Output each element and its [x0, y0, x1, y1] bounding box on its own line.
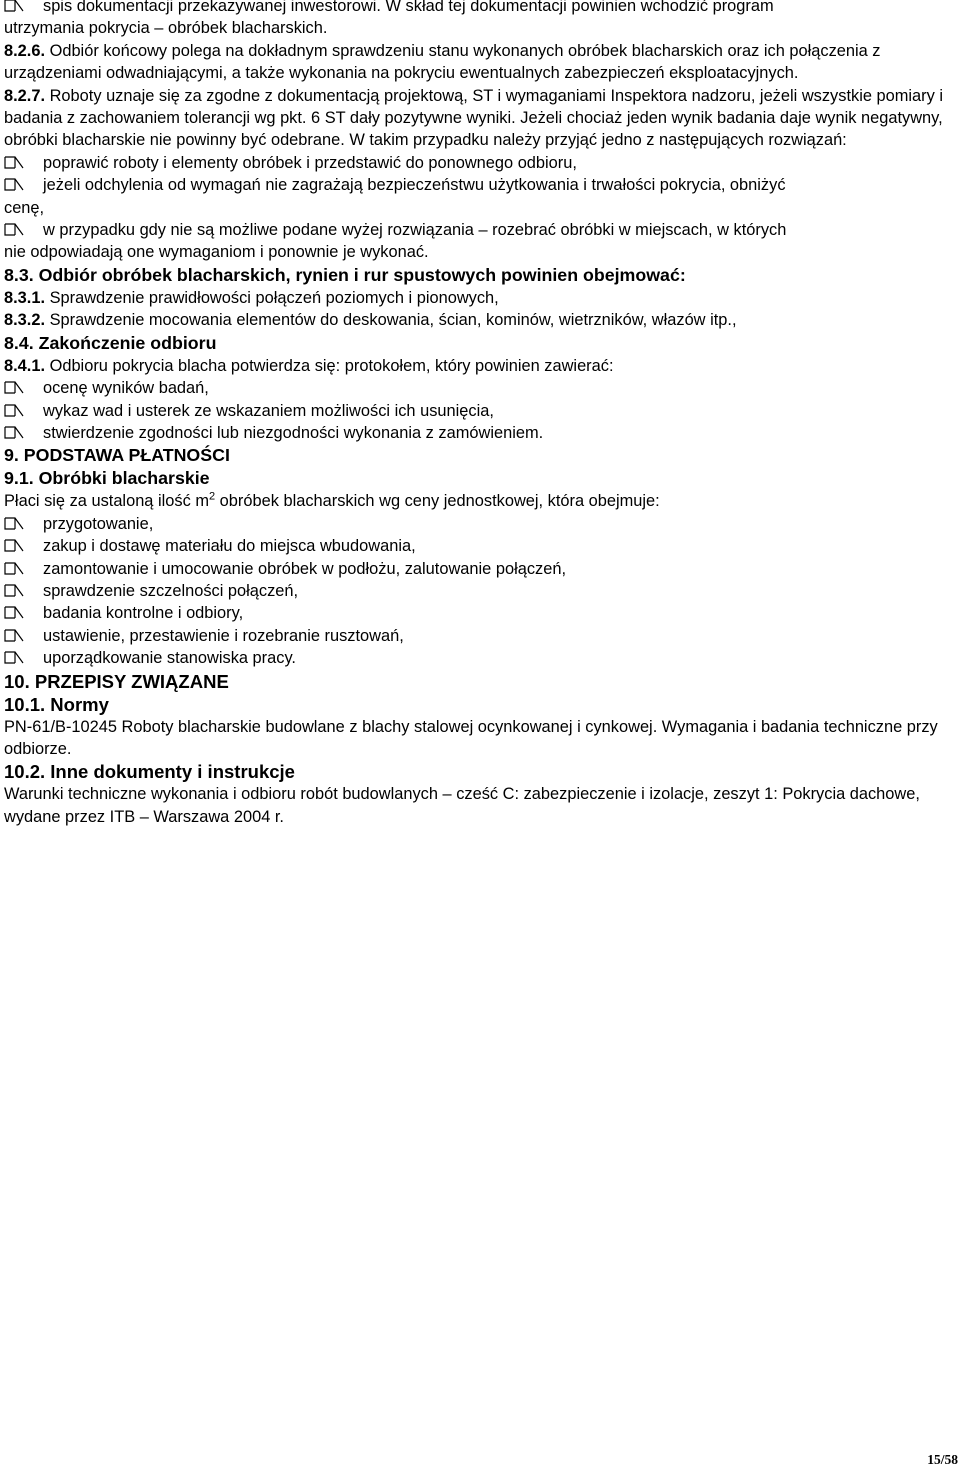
bullet-item [4, 174, 954, 196]
paragraph: nie odpowiadają one wymaganiom i ponownie je wykonać. [4, 243, 429, 262]
paragraph-text: Sprawdzenie mocowania elementów do deskowania, ścian, kominów, wietrzników, włazów itp., [49, 311, 737, 330]
paragraph: PN-61/B-10245 Roboty blacharskie budowlane z blachy stalowej ocynkowanej i cynkowej. Wymagania i badania techniczne przy odbiorze. [4, 717, 938, 758]
paragraph-number: 8.2.6. [4, 41, 46, 60]
payment-paragraph [4, 490, 954, 512]
bullet-text: spis dokumentacji przekazywanej inwestorowi. W skład tej dokumentacji powinien wchodzić program [43, 0, 774, 15]
paragraph-text: Sprawdzenie prawidłowości połączeń poziomych i pionowych, [49, 288, 499, 307]
section-heading: 10. PRZEPISY ZWIĄZANE [4, 670, 229, 692]
bullet-icon [4, 381, 24, 395]
paragraph: utrzymania pokrycia – obróbek blacharskich. [4, 19, 328, 38]
bullet-icon [4, 651, 24, 665]
section-heading: 10.2. Inne dokumenty i instrukcje [4, 761, 295, 783]
bullet-icon [4, 562, 24, 576]
bullet-item [4, 422, 954, 444]
bullet-item [4, 535, 954, 557]
bullet-item [4, 580, 954, 602]
paragraph-text: obróbek blacharskich wg ceny jednostkowej, która obejmuje: [215, 492, 660, 511]
numbered-paragraph [4, 287, 954, 309]
bullet-icon [4, 426, 24, 440]
bullet-icon [4, 629, 24, 643]
paragraph-text: Płaci się za ustaloną ilość m [4, 492, 209, 511]
bullet-text: stwierdzenie zgodności lub niezgodności wykonania z zamówieniem. [43, 423, 544, 442]
bullet-text: ustawienie, przestawienie i rozebranie rusztowań, [43, 626, 404, 645]
bullet-text: jeżeli odchylenia od wymagań nie zagrażają bezpieczeństwu użytkowania i trwałości pokrycia, obniżyć [43, 176, 786, 195]
section-heading: 8.4. Zakończenie odbioru [4, 332, 217, 353]
paragraph: cenę, [4, 198, 45, 217]
bullet-item [4, 647, 954, 669]
bullet-icon [4, 606, 24, 620]
bullet-text: przygotowanie, [43, 514, 154, 533]
section-heading: 8.3. Odbiór obróbek blacharskich, rynien i rur spustowych powinien obejmować: [4, 264, 686, 285]
unit-exponent: 2 [208, 490, 216, 503]
numbered-paragraph [4, 309, 954, 331]
document-body [4, 0, 954, 828]
section-heading: 9.1. Obróbki blacharskie [4, 468, 210, 489]
bullet-icon [4, 223, 24, 237]
paragraph-number: 8.4.1. [4, 356, 46, 375]
paragraph-text: Roboty uznaje się za zgodne z dokumentacją projektową, ST i wymaganiami Inspektora nadzoru, jeżeli wszystkie pomiary i badania z zachowaniem tolerancji wg pkt. 6 ST dały pozytywne wyniki. Jeżeli chociaż jeden wynik badania daje wynik negatywny, obróbki blacharskie nie powinny być odebrane. W takim przypadku należy przyjąć jedno z następujących rozwiązań: [4, 86, 943, 150]
section-heading: 10.1. Normy [4, 693, 109, 715]
numbered-paragraph [4, 355, 954, 377]
bullet-text: zamontowanie i umocowanie obróbek w podłożu, zalutowanie połączeń, [43, 559, 566, 578]
numbered-paragraph [4, 85, 954, 152]
bullet-icon [4, 539, 24, 553]
bullet-item [4, 558, 954, 580]
bullet-text: sprawdzenie szczelności połączeń, [43, 581, 299, 600]
bullet-text: badania kontrolne i odbiory, [43, 604, 244, 623]
bullet-item [4, 377, 954, 399]
bullet-text: w przypadku gdy nie są możliwe podane wyżej rozwiązania – rozebrać obróbki w miejscach, w których [43, 221, 787, 240]
paragraph-text: Odbioru pokrycia blacha potwierdza się: protokołem, który powinien zawierać: [49, 356, 614, 375]
bullet-item [4, 625, 954, 647]
paragraph-number: 8.2.7. [4, 86, 46, 105]
bullet-text: ocenę wyników badań, [43, 379, 209, 398]
page-number: 15/58 [927, 1452, 958, 1467]
bullet-item [4, 0, 954, 17]
bullet-icon [4, 584, 24, 598]
bullet-text: poprawić roboty i elementy obróbek i przedstawić do ponownego odbioru, [43, 153, 577, 172]
bullet-icon [4, 156, 24, 170]
bullet-text: zakup i dostawę materiału do miejsca wbudowania, [43, 537, 416, 556]
bullet-item [4, 400, 954, 422]
bullet-icon [4, 0, 24, 13]
bullet-item [4, 513, 954, 535]
paragraph-number: 8.3.1. [4, 288, 46, 307]
bullet-icon [4, 404, 24, 418]
numbered-paragraph [4, 40, 954, 85]
bullet-icon [4, 178, 24, 192]
paragraph-number: 8.3.2. [4, 311, 46, 330]
bullet-item [4, 219, 954, 241]
bullet-icon [4, 517, 24, 531]
bullet-item [4, 602, 954, 624]
section-heading: 9. PODSTAWA PŁATNOŚCI [4, 445, 230, 466]
bullet-text: wykaz wad i usterek ze wskazaniem możliwości ich usunięcia, [43, 401, 494, 420]
paragraph-text: Odbiór końcowy polega na dokładnym sprawdzeniu stanu wykonanych obróbek blacharskich oraz ich połączenia z urządzeniami odwadniającymi, a także wykonania na pokryciu ewentualnych zabezpieczeń eksploatacyjnych. [4, 41, 881, 83]
bullet-item [4, 152, 954, 174]
paragraph: Warunki techniczne wykonania i odbioru robót budowlanych – cześć C: zabezpieczenie i izolacje, zeszyt 1: Pokrycia dachowe, wydane przez ITB – Warszawa 2004 r. [4, 785, 920, 826]
bullet-text: uporządkowanie stanowiska pracy. [43, 649, 296, 668]
